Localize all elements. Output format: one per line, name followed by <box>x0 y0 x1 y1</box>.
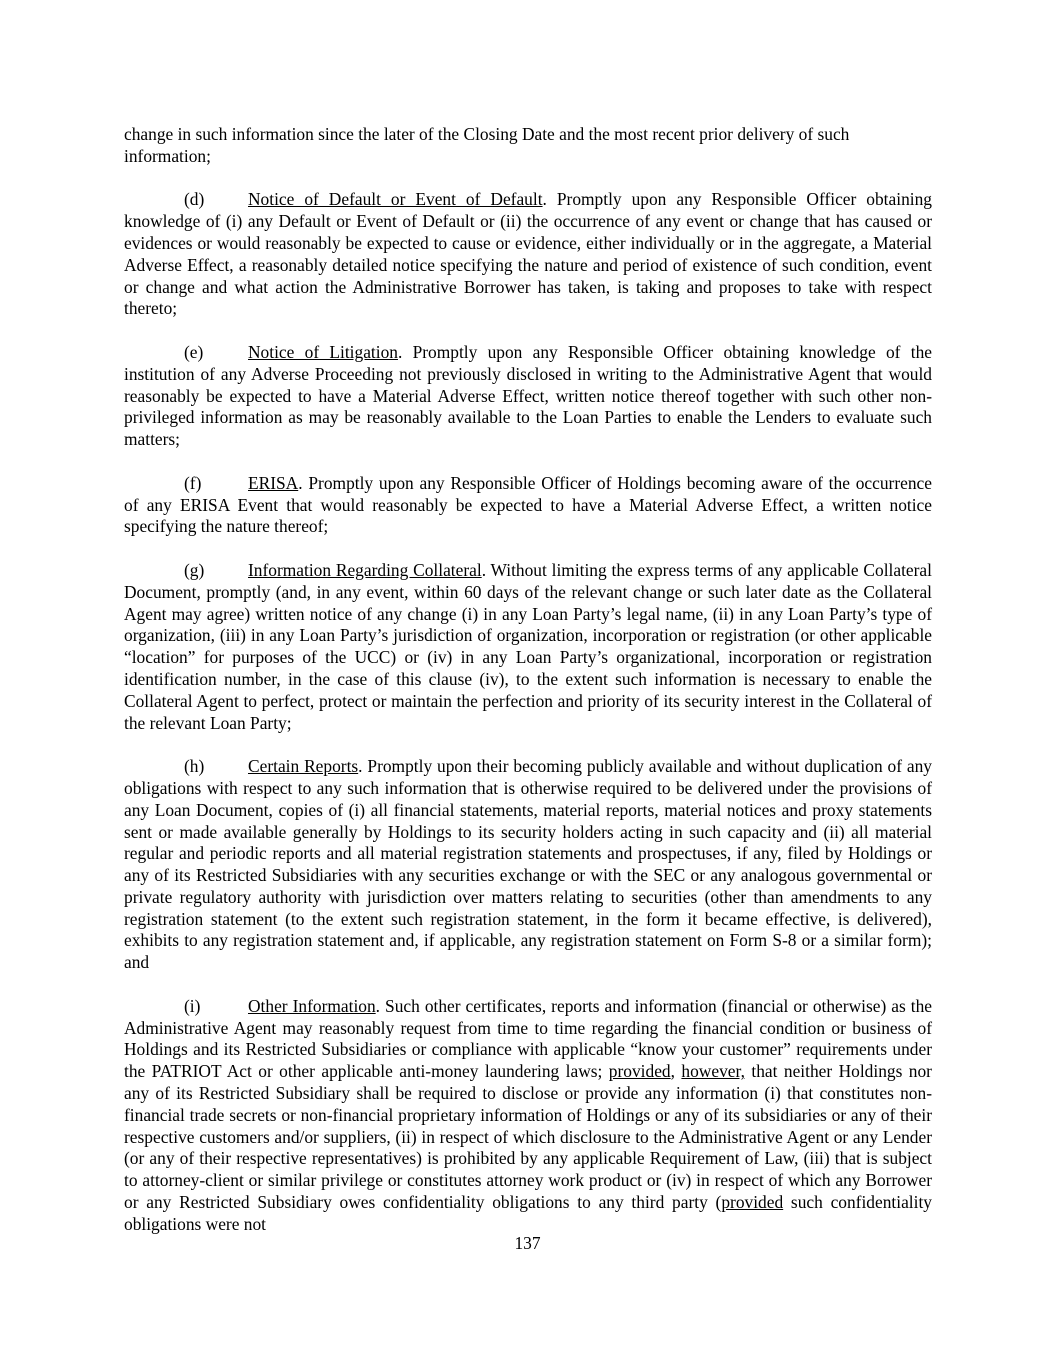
clause-text: . Promptly upon any Responsible Officer obtaining knowledge of the institution of any Adverse Proceeding not previously disclosed in writing to the Administrative Agent that would reasonably be expected to have a Material Adverse Effect, written notice thereof together with such other non-privileged information as may be reasonably available to the Loan Parties to enable the Lenders to evaluate such matters; <box>124 341 932 450</box>
clause-text: . Promptly upon their becoming publicly available and without duplication of any obligations with respect to any such information that is otherwise required to be delivered under the provisions of any Loan Document, copies of (i) all financial statements, material reports, material notices and proxy statements sent or made available generally by Holdings to its security holders acting in such capacity and (ii) all material regular and periodic reports and all material registration statements and prospectuses, if any, filed by Holdings or any of its Restricted Subsidiaries with any securities exchange or with the SEC or any analogous governmental or private regulatory authority with jurisdiction over matters relating to securities (other than amendments to any registration statement (to the extent such registration statement, in the form it became effective, is delivered), exhibits to any registration statement and, if applicable, any registration statement on Form S-8 or a similar form); and <box>124 756 932 973</box>
provided-term: provided <box>721 1192 784 1213</box>
clause-heading: Notice of Default or Event of Default <box>248 189 543 210</box>
clause-text: . Such other certificates, reports and information (financial or otherwise) as the Administrative Agent may reasonably request from time to time regarding the financial condition or business of Holdings and its Restricted Subsidiaries or compliance with applicable “know your customer” requirements under the PATRIOT Act or other applicable anti-money laundering laws; <box>124 995 932 1082</box>
clause-text: . Without limiting the express terms of any applicable Collateral Document, promptly (and, in any event, within 60 days of the relevant change or such later date as the Collateral Agent may agree) written notice of any change (i) in any Loan Party’s legal name, (ii) in any Loan Party’s type of organization, (iii) in any Loan Party’s jurisdiction of organization, incorporation or registration (or other applicable “location” for purposes of the UCC) or (iv) in any Loan Party’s organizational, incorporation or registration identification number, in the case of this clause (iv), to the extent such information is necessary to enable the Collateral Agent to perfect, protect or maintain the perfection and priority of its security interest in the Collateral of the relevant Loan Party; <box>124 559 932 733</box>
clause-text: that neither Holdings nor any of its Restricted Subsidiary shall be required to disclose or provide any information (i) that constitutes non-financial trade secrets or non-financial proprietary information of Holdings or any of its subsidiaries or any of their respective customers and/or suppliers, (ii) in respect of which disclosure to the Administrative Agent or any Lender (or any of their respective representatives) is prohibited by any applicable Requirement of Law, (iii) that is subject to attorney-client or similar privilege or constitutes attorney work product or (iv) in respect of which any Borrower or any Restricted Subsidiary owes confidentiality obligations to any third party ( <box>124 1061 932 1213</box>
continuation-paragraph: change in such information since the later of the Closing Date and the most recent prior delivery of such information; <box>124 124 850 166</box>
clause-heading: Certain Reports <box>248 756 359 777</box>
clause-f <box>124 473 932 538</box>
clause-label: (i) <box>184 995 201 1016</box>
clause-heading: Other Information <box>248 995 376 1016</box>
clause-d <box>124 189 932 320</box>
clause-heading: Notice of Litigation <box>248 341 398 362</box>
clause-h <box>124 756 932 974</box>
clause-text: . Promptly upon any Responsible Officer obtaining knowledge of (i) any Default or Event of Default or (ii) the occurrence of any event or change that has caused or evidences or would reasonably be expected to cause or evidence, either individually or in the aggregate, a Material Adverse Effect, a reasonably detailed notice specifying the nature and period of existence of such condition, event or change and what action the Administrative Borrower has taken, is taking and proposes to take with respect thereto; <box>124 189 932 319</box>
clause-e <box>124 342 932 451</box>
clause-label: (e) <box>184 341 204 362</box>
provided-term: provided <box>608 1061 671 1082</box>
document-page <box>124 124 932 1257</box>
clause-heading: ERISA <box>248 472 299 493</box>
clause-label: (h) <box>184 756 205 777</box>
clause-label: (d) <box>184 189 205 210</box>
clause-g <box>124 560 932 734</box>
clause-heading: Information Regarding Collateral <box>248 559 482 580</box>
however-term: however, <box>681 1061 745 1082</box>
clause-text: such confidentiality obligations were not <box>124 1192 932 1234</box>
separator: , <box>670 1061 682 1082</box>
clause-label: (f) <box>184 472 202 493</box>
clause-text: . Promptly upon any Responsible Officer of Holdings becoming aware of the occurrence of any ERISA Event that would reasonably be expected to have a Material Adverse Effect, a written notice specifying the nature thereof; <box>124 472 932 537</box>
page-number: 137 <box>514 1233 541 1253</box>
clause-i <box>124 996 932 1236</box>
clause-label: (g) <box>184 559 205 580</box>
